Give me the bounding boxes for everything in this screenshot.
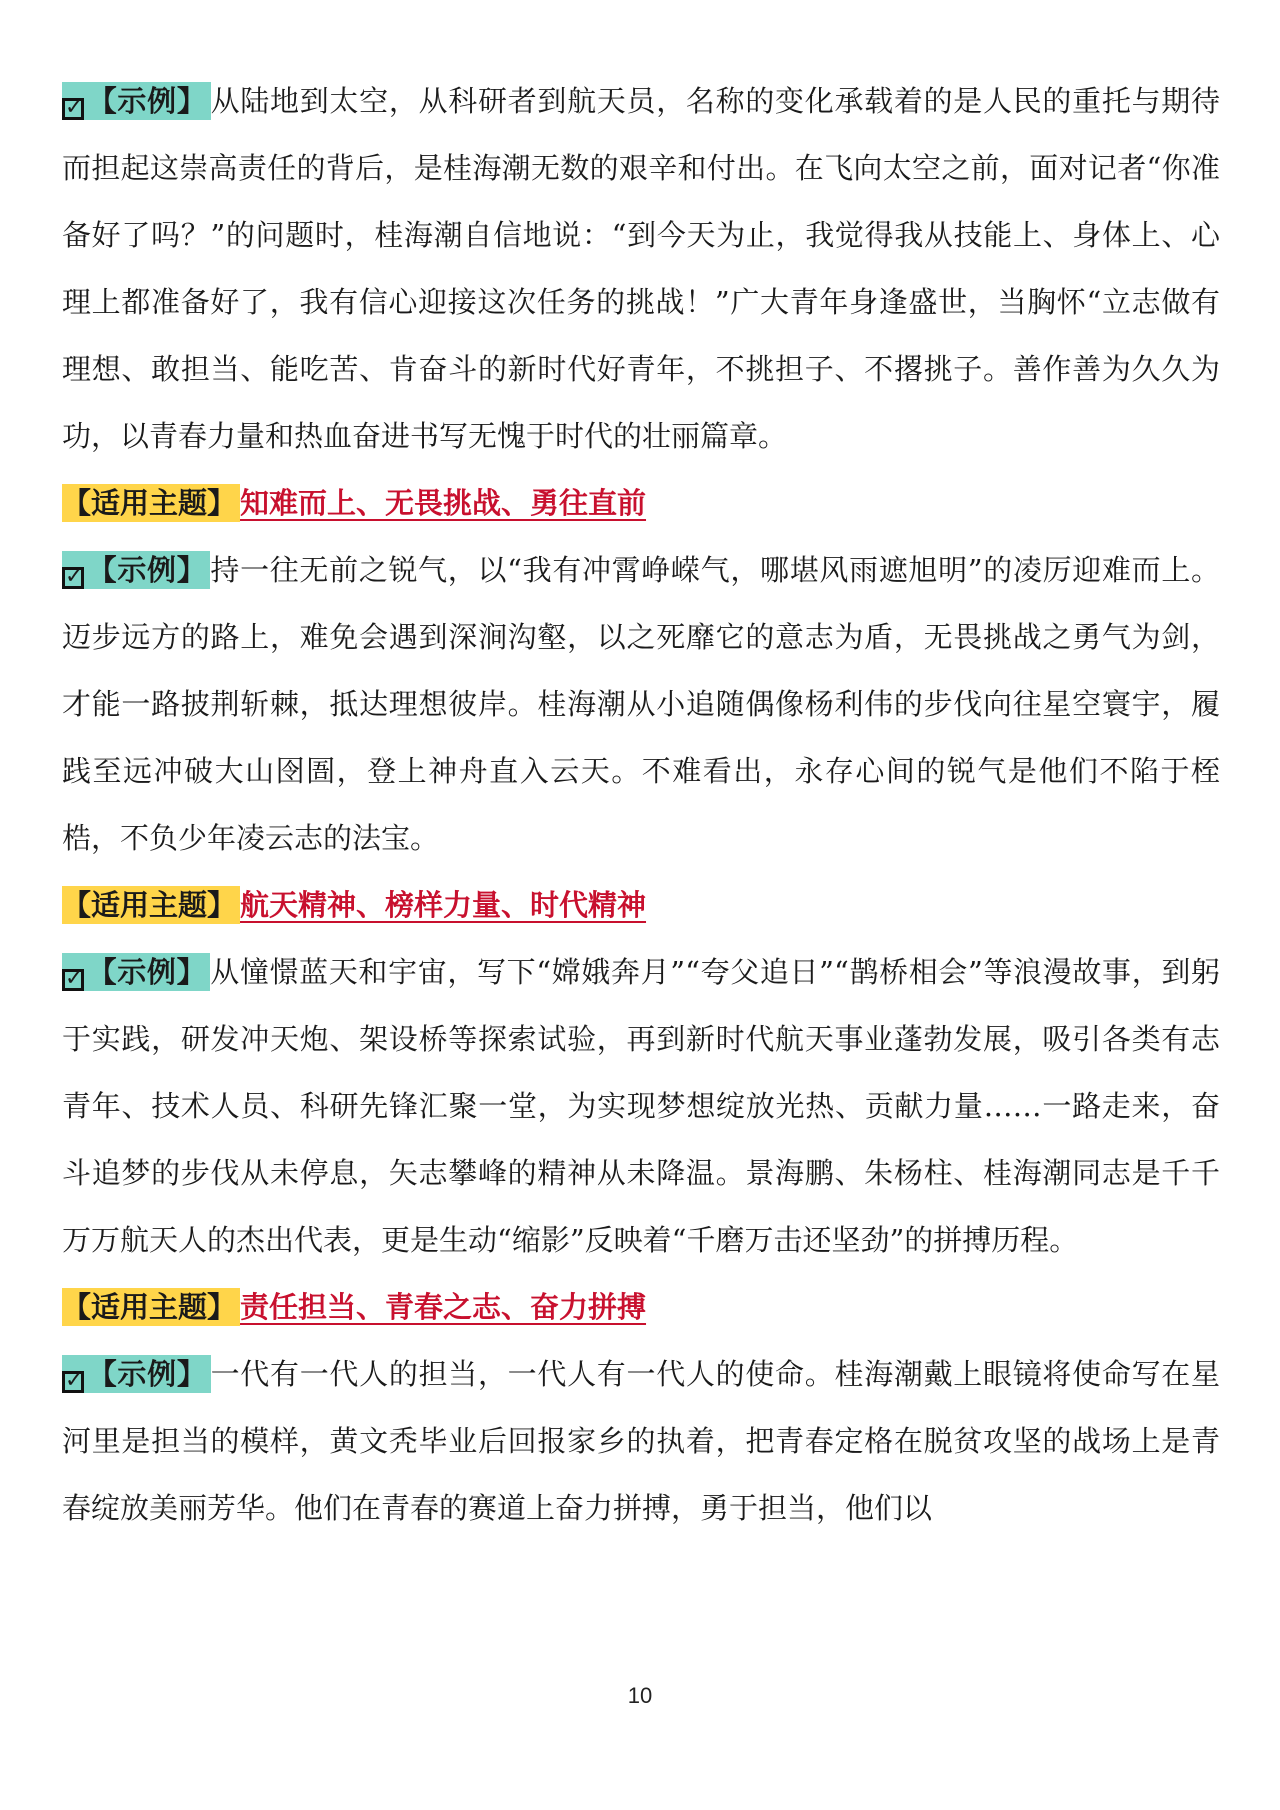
theme-tag: 【适用主题】 [62, 886, 240, 924]
theme-row-3 [62, 1274, 1220, 1341]
example-text: 从陆地到太空，从科研者到航天员，名称的变化承载着的是人民的重托与期待而担起这崇高责任的背后，是桂海潮无数的艰辛和付出。在飞向太空之前，面对记者“你准备好了吗？”的问题时，桂海潮自信地说：“到今天为止，我觉得我从技能上、身体上、心理上都准备好了，我有信心迎接这次任务的挑战！”广大青年身逢盛世，当胸怀“立志做有理想、敢担当、能吃苦、肯奋斗的新时代好青年，不挑担子、不撂挑子。善作善为久久为功，以青春力量和热血奋进书写无愧于时代的壮丽篇章。 [62, 84, 1220, 453]
theme-row-1 [62, 470, 1220, 537]
example-paragraph-1 [62, 68, 1220, 470]
example-tag: ✓ 【示例】 [62, 551, 210, 589]
checkbox-icon: ✓ [62, 969, 84, 991]
theme-tag: 【适用主题】 [62, 1288, 240, 1326]
theme-text: 航天精神、榜样力量、时代精神 [240, 888, 647, 922]
theme-row-2 [62, 872, 1220, 939]
example-paragraph-2 [62, 537, 1220, 872]
example-paragraph-3 [62, 939, 1220, 1274]
checkbox-icon: ✓ [62, 1371, 84, 1393]
theme-text: 责任担当、青春之志、奋力拼搏 [240, 1290, 647, 1324]
example-text: 从憧憬蓝天和宇宙，写下“嫦娥奔月”“夸父追日”“鹊桥相会”等浪漫故事，到躬于实践，研发冲天炮、架设桥等探索试验，再到新时代航天事业蓬勃发展，吸引各类有志青年、技术人员、科研先锋汇聚一堂，为实现梦想绽放光热、贡献力量……一路走来，奋斗追梦的步伐从未停息，矢志攀峰的精神从未降温。景海鹏、朱杨柱、桂海潮同志是千千万万航天人的杰出代表，更是生动“缩影”反映着“千磨万击还坚劲”的拼搏历程。 [62, 955, 1220, 1257]
example-tag: ✓ 【示例】 [62, 1355, 211, 1393]
example-text: 持一往无前之锐气，以“我有冲霄峥嵘气，哪堪风雨遮旭明”的凌厉迎难而上。迈步远方的路上，难免会遇到深涧沟壑，以之死靡它的意志为盾，无畏挑战之勇气为剑，才能一路披荆斩棘，抵达理想彼岸。桂海潮从小追随偶像杨利伟的步伐向往星空寰宇，履践至远冲破大山囹圄，登上神舟直入云天。不难看出，永存心间的锐气是他们不陷于桎梏，不负少年凌云志的法宝。 [62, 553, 1220, 855]
theme-text: 知难而上、无畏挑战、勇往直前 [240, 486, 647, 520]
theme-tag: 【适用主题】 [62, 484, 240, 522]
document-page [62, 68, 1220, 1542]
example-text: 一代有一代人的担当，一代人有一代人的使命。桂海潮戴上眼镜将使命写在星河里是担当的模样，黄文秃毕业后回报家乡的执着，把青春定格在脱贫攻坚的战场上是青春绽放美丽芳华。他们在青春的赛道上奋力拼搏，勇于担当，他们以 [62, 1357, 1220, 1525]
checkbox-icon: ✓ [62, 567, 84, 589]
checkbox-icon: ✓ [62, 98, 84, 120]
example-paragraph-4 [62, 1341, 1220, 1542]
page-number: 10 [627, 1683, 653, 1708]
example-tag: ✓ 【示例】 [62, 953, 210, 991]
example-tag: ✓ 【示例】 [62, 82, 211, 120]
